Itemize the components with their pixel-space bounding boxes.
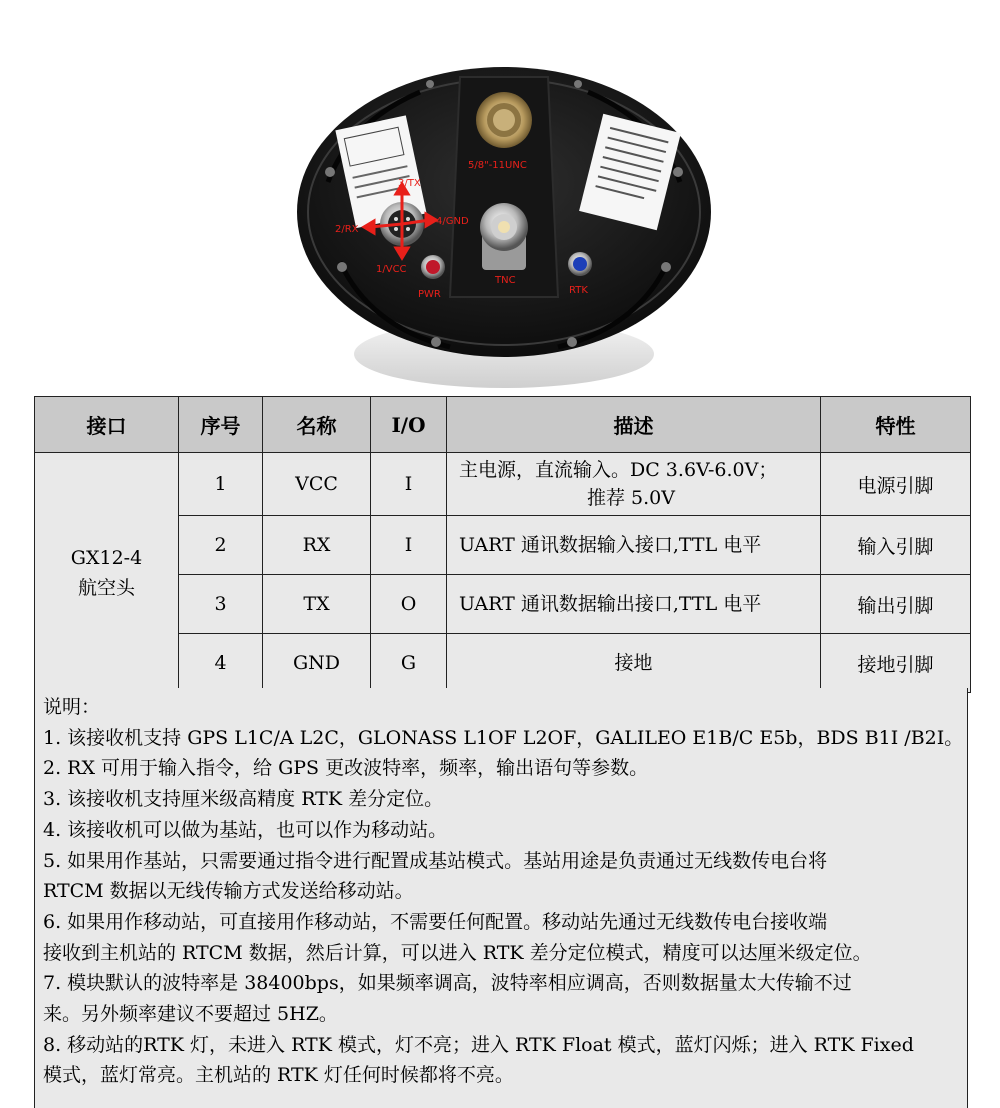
notes-section	[34, 688, 968, 1108]
gnd-label: 4/GND	[436, 216, 469, 227]
pin-io: G	[371, 634, 447, 693]
header-name: 名称	[263, 397, 371, 453]
pin-spec-table	[34, 396, 971, 693]
note-item: 1. 该接收机支持 GPS L1C/A L2C，GLONASS L1OF L2OF，GALILEO E1B/C E5b，BDS B1I /B2I。	[43, 726, 964, 749]
note-item: 来。另外频率建议不要超过 5HZ。	[43, 1003, 338, 1026]
pin-io: O	[371, 575, 447, 634]
note-item: 4. 该接收机可以做为基站，也可以作为移动站。	[43, 818, 448, 841]
pin-description: UART 通讯数据输入接口,TTL 电平	[447, 516, 821, 575]
header-description: 描述	[447, 397, 821, 453]
pin-description: 主电源，直流输入。DC 3.6V-6.0V； 推荐 5.0V	[447, 453, 821, 516]
interface-type: GX12-4	[70, 546, 143, 569]
table-header-row	[35, 397, 971, 453]
vcc-label: 1/VCC	[376, 264, 407, 275]
rx-label: 2/RX	[335, 224, 359, 235]
header-number: 序号	[179, 397, 263, 453]
pin-description: UART 通讯数据输出接口,TTL 电平	[447, 575, 821, 634]
note-item: 接收到主机站的 RTCM 数据，然后计算，可以进入 RTK 差分定位模式，精度可以达厘米级定位。	[43, 941, 872, 964]
header-io: I/O	[371, 397, 447, 453]
pin-description: 接地	[447, 634, 821, 693]
gnss-receiver-photo	[290, 62, 718, 392]
note-item: 2. RX 可用于输入指令，给 GPS 更改波特率，频率，输出语句等参数。	[43, 757, 649, 780]
interface-desc: 航空头	[77, 576, 135, 599]
note-item: 7. 模块默认的波特率是 38400bps，如果频率调高，波特率相应调高，否则数据量太大传输不过	[43, 972, 852, 995]
note-item: 模式，蓝灯常亮。主机站的 RTK 灯任何时候都将不亮。	[43, 1064, 514, 1087]
note-item: 8. 移动站的RTK 灯，未进入 RTK 模式，灯不亮；进入 RTK Float 模式，蓝灯闪烁；进入 RTK Fixed	[43, 1033, 914, 1056]
tnc-connector	[480, 203, 528, 270]
interface-cell	[35, 453, 179, 693]
pin-name: RX	[263, 516, 371, 575]
pin-feature: 电源引脚	[821, 453, 971, 516]
header-feature: 特性	[821, 397, 971, 453]
pin-number: 3	[179, 575, 263, 634]
table-row	[35, 453, 971, 516]
thread-label: 5/8"-11UNC	[468, 160, 527, 171]
pin-number: 2	[179, 516, 263, 575]
tnc-label: TNC	[495, 275, 516, 286]
pwr-label: PWR	[418, 289, 441, 300]
note-item: 6. 如果用作移动站，可直接用作移动站，不需要任何配置。移动站先通过无线数传电台接收端	[43, 910, 828, 933]
note-item: 3. 该接收机支持厘米级高精度 RTK 差分定位。	[43, 788, 444, 811]
pin-name: VCC	[263, 453, 371, 516]
note-item: RTCM 数据以无线传输方式发送给移动站。	[43, 880, 414, 903]
pin-number: 4	[179, 634, 263, 693]
pin-io: I	[371, 453, 447, 516]
pin-feature: 接地引脚	[821, 634, 971, 693]
pin-name: GND	[263, 634, 371, 693]
pin-number: 1	[179, 453, 263, 516]
note-item: 5. 如果用作基站，只需要通过指令进行配置成基站模式。基站用途是负责通过无线数传电台将	[43, 849, 828, 872]
tx-label: 3/TX	[398, 178, 421, 189]
rtk-label: RTK	[569, 285, 588, 296]
pin-name: TX	[263, 575, 371, 634]
header-interface: 接口	[35, 397, 179, 453]
pin-feature: 输入引脚	[821, 516, 971, 575]
pin-feature: 输出引脚	[821, 575, 971, 634]
pin-io: I	[371, 516, 447, 575]
notes-title: 说明：	[43, 696, 101, 718]
